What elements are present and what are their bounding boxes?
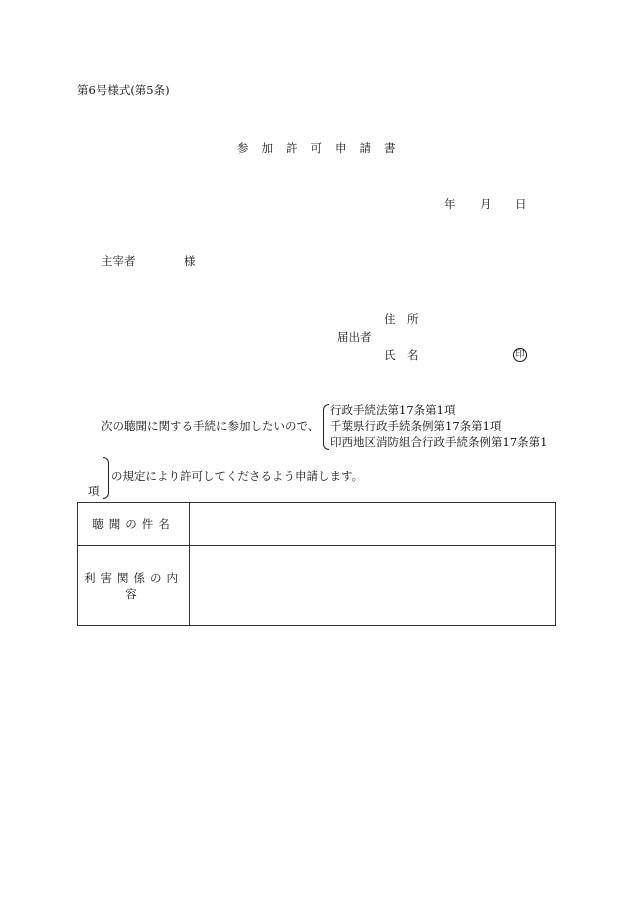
hearing-title-label: 聴聞の件名 xyxy=(78,503,190,546)
option-1: 行政手続法第17条第1項 xyxy=(330,403,456,417)
address-label: 住 所 xyxy=(384,312,419,326)
table-row xyxy=(78,546,556,626)
form-number: 第6号様式(第5条) xyxy=(77,83,170,97)
date-day: 日 xyxy=(515,197,527,211)
page-title: 参加許可申請書 xyxy=(237,141,409,155)
addressee-prefix: 主宰者 xyxy=(101,254,136,268)
date-year: 年 xyxy=(444,197,456,211)
applicant-label: 届出者 xyxy=(337,330,372,344)
name-label: 氏 名 xyxy=(384,348,419,362)
option-2: 千葉県行政手続条例第17条第1項 xyxy=(330,419,502,433)
continuation-char: 項 xyxy=(88,484,100,498)
options-close-brace xyxy=(103,457,109,499)
options-open-brace xyxy=(323,404,329,450)
body-lead: 次の聴聞に関する手続に参加したいので、 xyxy=(101,419,320,433)
interest-field[interactable] xyxy=(190,546,556,626)
date-month: 月 xyxy=(480,197,492,211)
body-closing: の規定により許可してくださるよう申請します。 xyxy=(111,469,364,483)
addressee-suffix: 様 xyxy=(184,254,196,268)
application-table xyxy=(77,502,556,626)
interest-label: 利害関係の内容 xyxy=(78,546,190,626)
seal-mark: 印 xyxy=(513,348,527,362)
table-row xyxy=(78,503,556,546)
hearing-title-field[interactable] xyxy=(190,503,556,546)
option-3: 印西地区消防組合行政手続条例第17条第1 xyxy=(330,435,548,449)
